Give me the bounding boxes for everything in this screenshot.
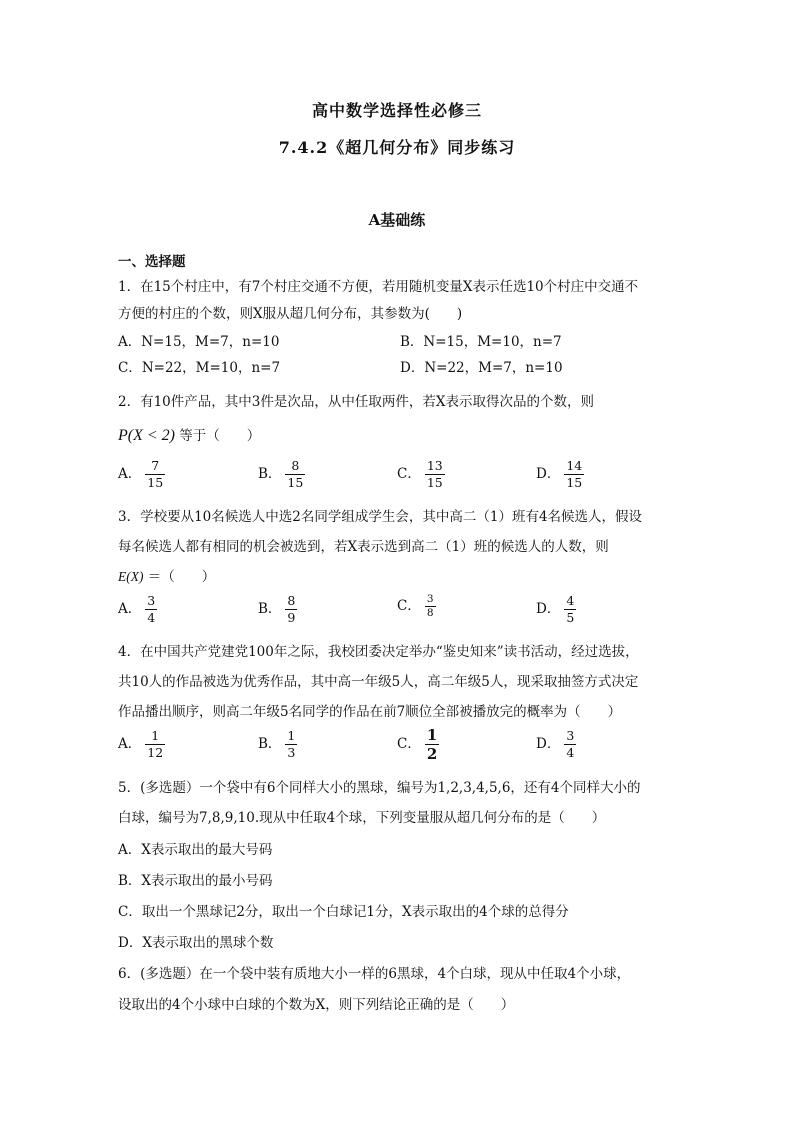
q5-line-2: 白球，编号为7,8,9,10.现从中任取4个球，下列变量服从超几何分布的是（ ） — [118, 810, 606, 826]
q5-option-b: B．X表示取出的最小号码 — [118, 873, 273, 889]
q4-line-3: 作品播出顺序，则高二年级5名同学的作品在前7顺位全部被播放完的概率为（ ） — [118, 704, 622, 720]
q5-option-d: D．X表示取出的黑球个数 — [118, 935, 274, 951]
q3-option-a: A． $\frac{3}{4}$ — [118, 593, 156, 625]
q1-line-2: 方便的村庄的个数，则X服从超几何分布，其参数为( ) — [118, 306, 463, 322]
q5-option-c: C．取出一个黑球记2分，取出一个白球记1分，X表示取出的4个球的总得分 — [118, 904, 569, 920]
q3-expression: E(X) — [118, 569, 144, 584]
q2-expression: P(X < 2) — [118, 427, 175, 444]
q1-option-d: D．N=22，M=7，n=10 — [400, 360, 563, 376]
q2-line-1: 2．有10件产品，其中3件是次品，从中任取两件，若X表示取得次品的个数，则 — [118, 394, 594, 410]
q3-option-c: C． $\frac{3}{8}$ — [397, 593, 434, 619]
q1-option-a: A．N=15，M=7，n=10 — [118, 334, 280, 350]
q3-line-3 — [118, 565, 215, 585]
q4-option-d: D． $\frac{3}{4}$ — [536, 728, 575, 760]
part-heading: 一、选择题 — [118, 254, 186, 270]
q6-line-1: 6．(多选题）在一个袋中装有质地大小一样的6黑球，4个白球，现从中任取4个小球， — [118, 966, 631, 982]
q3-line-2: 每名候选人都有相同的机会被选到，若X表示选到高二（1）班的候选人的人数，则 — [118, 539, 609, 555]
section-heading: A基础练 — [368, 211, 426, 229]
q1-option-b: B．N=15，M=10，n=7 — [400, 334, 562, 350]
q4-option-a: A． $\frac{1}{12}$ — [118, 728, 164, 760]
q5-option-a: A．X表示取出的最大号码 — [118, 842, 273, 858]
q4-option-c: C． $\frac{1}{2}$ — [397, 726, 438, 763]
q2-option-a: A． $\frac{7}{15}$ — [118, 458, 164, 490]
q4-option-b: B． $\frac{1}{3}$ — [258, 728, 296, 760]
q1-option-c: C．N=22，M=10，n=7 — [118, 360, 281, 376]
q2-option-b: B． $\frac{8}{15}$ — [258, 458, 304, 490]
q4-line-2: 共10人的作品被选为优秀作品，其中高一年级5人，高二年级5人，现采取抽签方式决定 — [118, 674, 639, 690]
q2-option-c: C． $\frac{13}{15}$ — [397, 458, 443, 490]
q4-line-1: 4．在中国共产党建党100年之际，我校团委决定举办“鉴史知来”读书活动，经过选拔， — [118, 644, 639, 660]
q2-line-2 — [118, 424, 260, 445]
q3-option-d: D． $\frac{4}{5}$ — [536, 593, 575, 625]
q3-option-b: B． $\frac{8}{9}$ — [258, 593, 296, 625]
q1-line-1: 1．在15个村庄中，有7个村庄交通不方便，若用随机变量X表示任选10个村庄中交通不 — [118, 279, 639, 295]
q3-line-1: 3．学校要从10名候选人中选2名同学组成学生会，其中高二（1）班有4名候选人，假设 — [118, 509, 643, 525]
document-title: 高中数学选择性必修三 — [311, 101, 482, 120]
q5-line-1: 5．(多选题）一个袋中有6个同样大小的黑球，编号为1,2,3,4,5,6，还有4个同样大小的 — [118, 780, 641, 796]
q6-line-2: 设取出的4个小球中白球的个数为X，则下列结论正确的是（ ） — [118, 997, 515, 1013]
q2-option-d: D． $\frac{14}{15}$ — [536, 458, 583, 490]
q2-line-2-text: 等于（ ） — [179, 428, 261, 444]
q3-line-3-text: ＝（ ） — [147, 569, 216, 585]
document-subtitle: 7.4.2《超几何分布》同步练习 — [278, 138, 516, 157]
